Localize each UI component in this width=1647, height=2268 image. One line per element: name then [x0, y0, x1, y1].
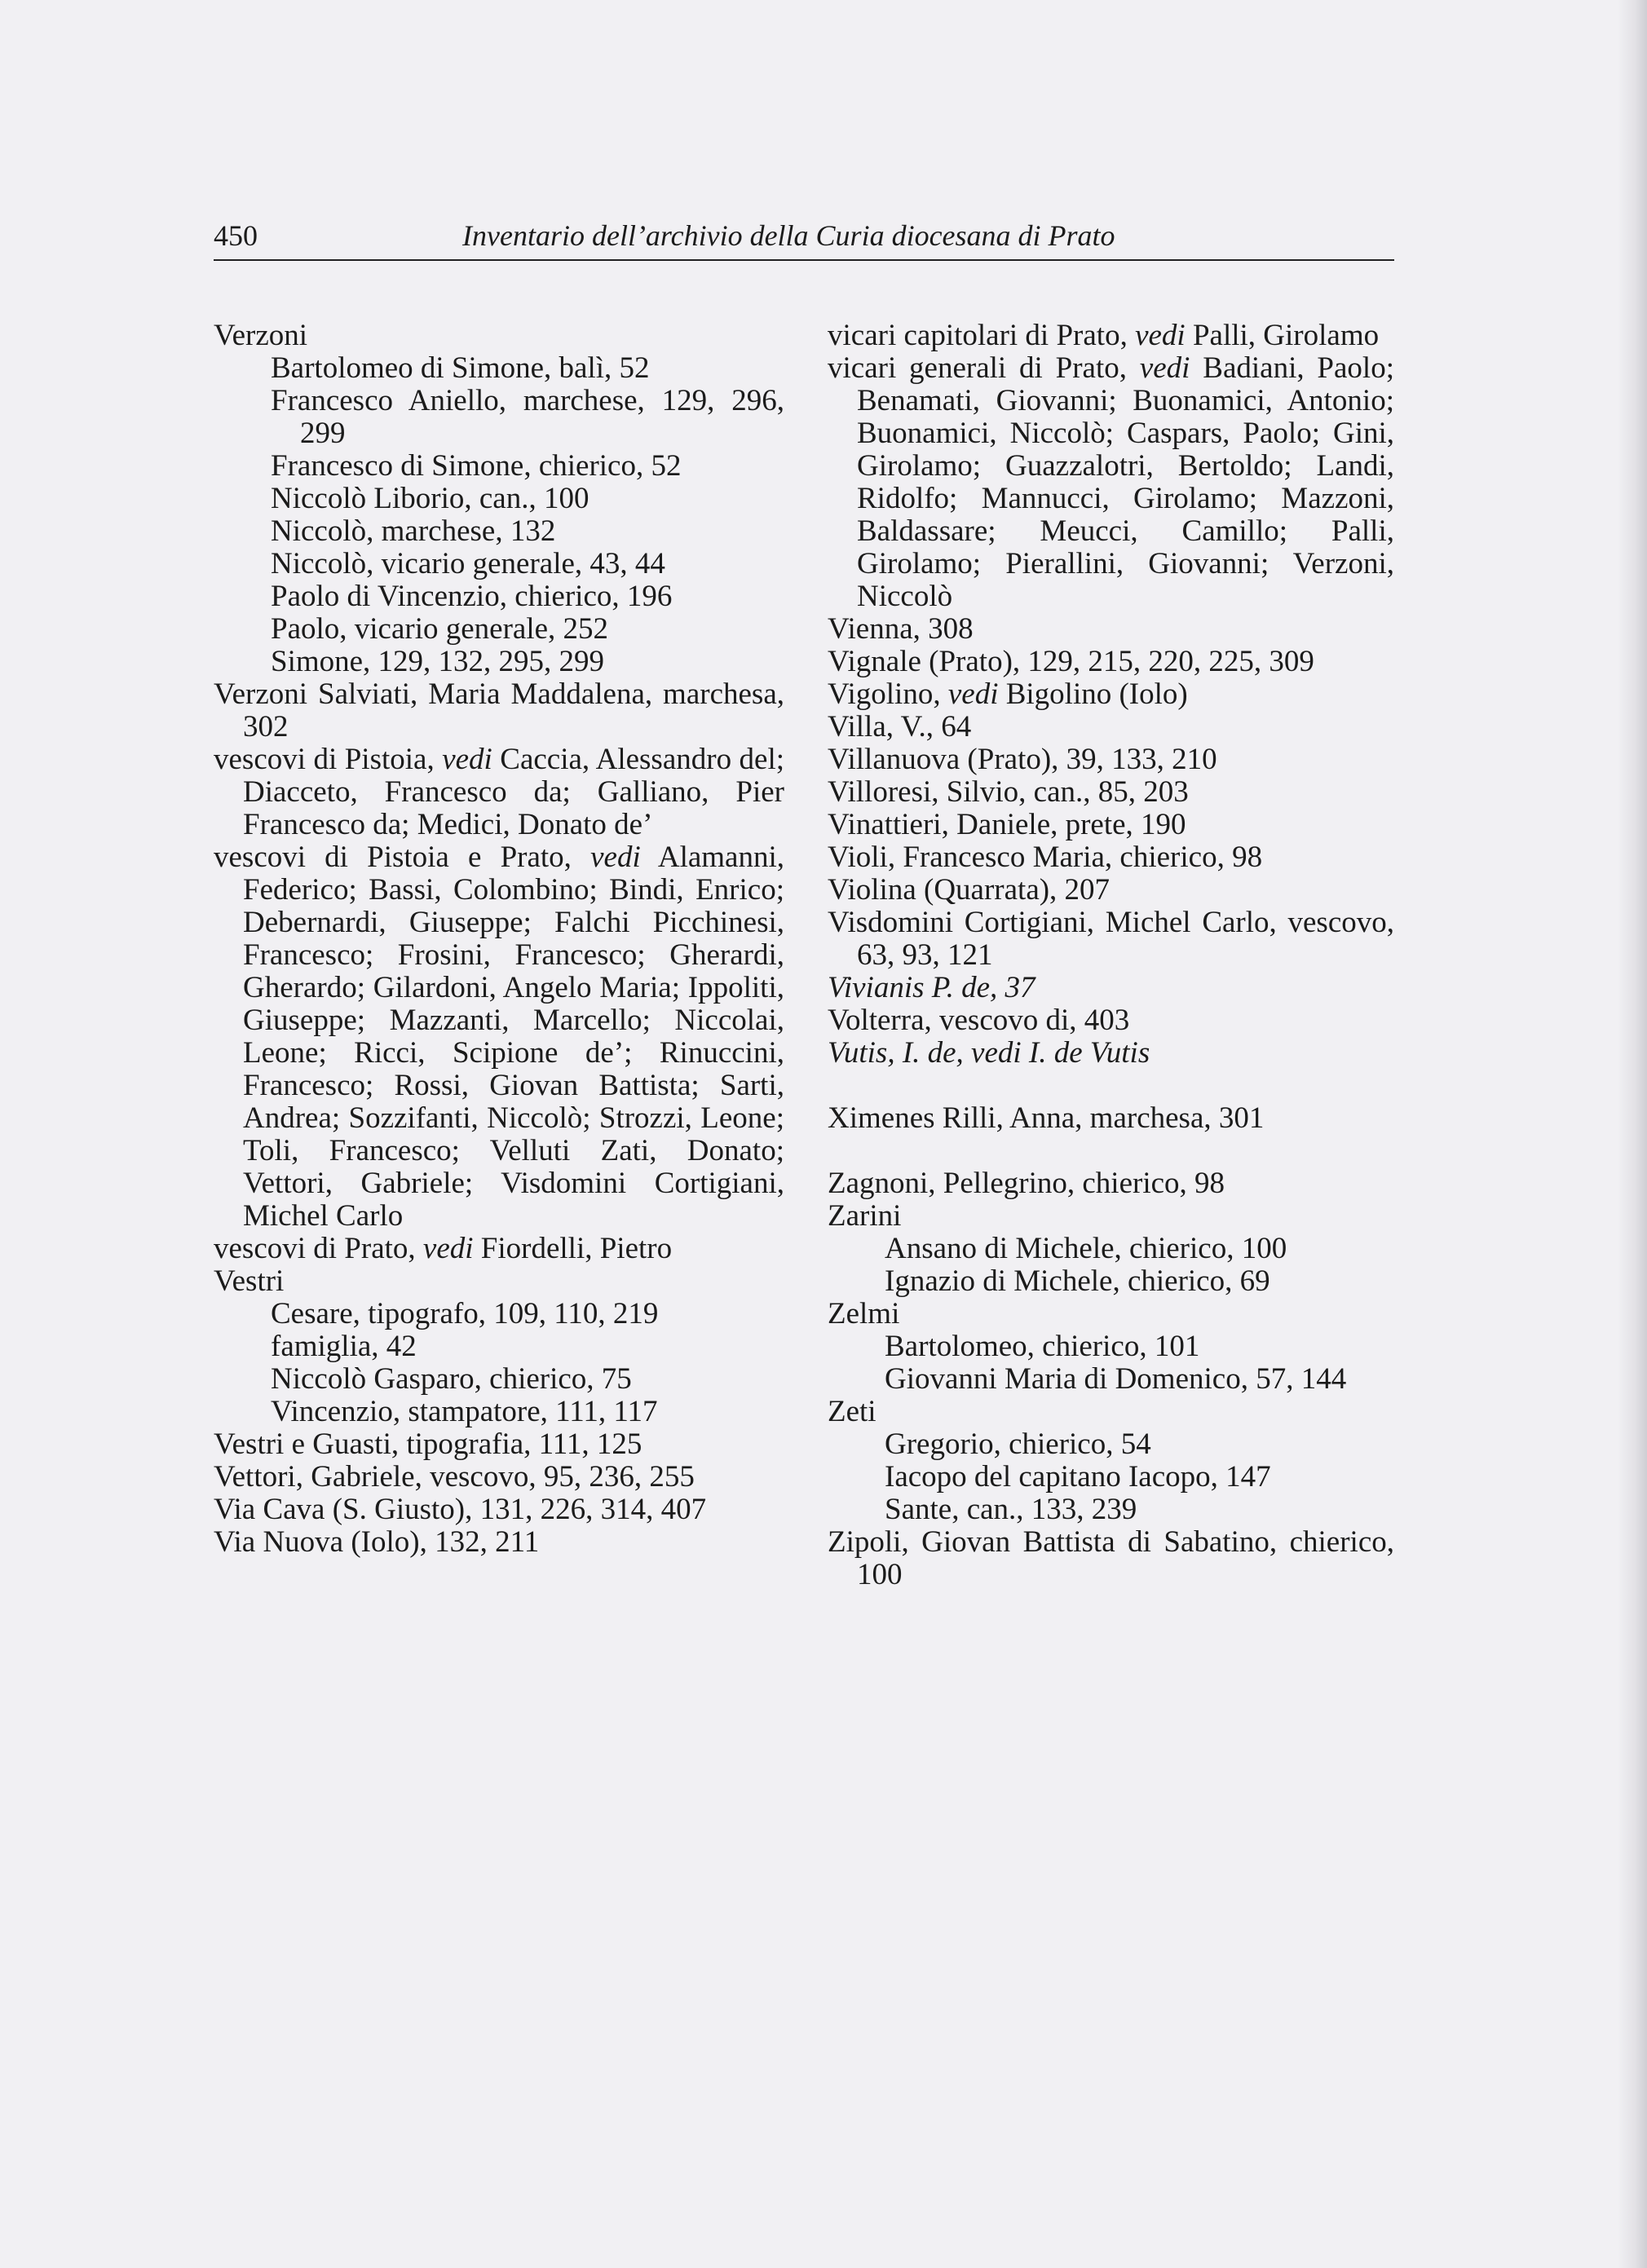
index-column-right	[828, 320, 1394, 1591]
index-subentry: Niccolò Liborio, can., 100	[271, 482, 589, 515]
entry-refs: Badiani, Paolo; Benamati, Giovanni; Buonamici, Antonio; Buonamici, Niccolò; Caspars, Paolo; Gini, Girolamo; Guazzalotri, Bertoldo; Landi, Ridolfo; Mannucci, Girolamo; Mazzoni, Baldassare; Meucci, Camillo; Palli, Girolamo; Pierallini, Giovanni; Verzoni, Niccolò	[857, 351, 1394, 613]
index-entry: Violi, Francesco Maria, chierico, 98	[828, 841, 1263, 874]
index-subentry: Niccolò, marchese, 132	[271, 514, 556, 548]
index-subentry: Paolo, vicario generale, 252	[271, 612, 609, 646]
entry-refs: Caccia, Alessandro del; Diacceto, Francesco da; Galliano, Pier Francesco da; Medici, Donato de’	[243, 743, 785, 841]
page-header	[214, 218, 1394, 261]
vedi-ref: vedi	[422, 1232, 474, 1265]
index-entry: Villa, V., 64	[828, 710, 972, 743]
index-entry: Vettori, Gabriele, vescovo, 95, 236, 255	[214, 1460, 695, 1494]
index-entry: Ximenes Rilli, Anna, marchesa, 301	[828, 1101, 1265, 1135]
index-subentry: Gregorio, chierico, 54	[885, 1427, 1151, 1461]
index-entry: Violina (Quarrata), 207	[828, 873, 1111, 907]
index-subentry: Bartolomeo di Simone, balì, 52	[271, 351, 650, 385]
index-subentry: Simone, 129, 132, 295, 299	[271, 645, 605, 678]
index-entry-vescovi-pistoia-prato	[214, 841, 784, 1233]
index-entry: Zagnoni, Pellegrino, chierico, 98	[828, 1167, 1225, 1200]
entry-head: vicari capitolari di Prato,	[828, 319, 1128, 352]
index-entry: Verzoni Salviati, Maria Maddalena, marchesa, 302	[214, 677, 784, 743]
running-title: Inventario dell’archivio della Curia diocesana di Prato	[462, 219, 1115, 252]
entry-head: Vigolino,	[828, 677, 941, 711]
index-subentry: Ansano di Michele, chierico, 100	[885, 1232, 1287, 1265]
index-subentry: Cesare, tipografo, 109, 110, 219	[271, 1297, 659, 1330]
page-number: 450	[214, 219, 258, 252]
index-entry: Villoresi, Silvio, can., 85, 203	[828, 775, 1189, 809]
index-subentry: Vincenzio, stampatore, 111, 117	[271, 1395, 658, 1428]
index-column-left	[214, 320, 784, 1559]
entry-refs: Alamanni, Federico; Bassi, Colombino; Bindi, Enrico; Debernardi, Giuseppe; Falchi Picchinesi, Francesco; Frosini, Francesco; Gherardi, Gherardo; Gilardoni, Angelo Maria; Ippoliti, Giuseppe; Mazzanti, Marcello; Niccolai, Leone; Ricci, Scipione de’; Rinuccini, Francesco; Rossi, Giovan Battista; Sarti, Andrea; Sozzifanti, Niccolò; Strozzi, Leone; Toli, Francesco; Velluti Zati, Donato; Vettori, Gabriele; Visdomini Cortigiani, Michel Carlo	[243, 841, 784, 1233]
page-edge	[1618, 0, 1647, 2268]
index-entry: Via Cava (S. Giusto), 131, 226, 314, 407	[214, 1493, 707, 1526]
index-entry: Vienna, 308	[828, 612, 974, 646]
entry-head: vescovi di Pistoia,	[214, 743, 435, 776]
index-subentry: Francesco Aniello, marchese, 129, 296, 299	[271, 384, 784, 450]
index-entry: Zipoli, Giovan Battista di Sabatino, chierico, 100	[828, 1525, 1394, 1591]
index-subentry: Niccolò Gasparo, chierico, 75	[271, 1362, 632, 1396]
index-entry: Visdomini Cortigiani, Michel Carlo, vescovo, 63, 93, 121	[828, 906, 1394, 972]
index-entry-vicari-generali	[828, 352, 1394, 613]
index-entry-head: Vestri	[214, 1264, 285, 1298]
index-entry-head: Zeti	[828, 1395, 876, 1428]
index-subentry: Iacopo del capitano Iacopo, 147	[885, 1460, 1271, 1494]
index-entry: Vestri e Guasti, tipografia, 111, 125	[214, 1427, 642, 1461]
index-entry: Vutis, I. de, vedi I. de Vutis	[828, 1036, 1150, 1070]
index-entry-head: Verzoni	[214, 319, 308, 352]
index-subentry: Paolo di Vincenzio, chierico, 196	[271, 580, 673, 613]
section-gap	[828, 1135, 1394, 1167]
entry-head: vescovi di Pistoia e Prato,	[214, 841, 572, 874]
entry-head: vicari generali di Prato,	[828, 351, 1127, 385]
section-gap	[828, 1070, 1394, 1102]
vedi-ref: vedi	[590, 841, 641, 874]
vedi-ref: vedi	[442, 743, 492, 776]
index-subentry: Francesco di Simone, chierico, 52	[271, 449, 682, 483]
vedi-ref: vedi	[1139, 351, 1190, 385]
index-entry: Vignale (Prato), 129, 215, 220, 225, 309	[828, 645, 1314, 678]
index-entry-vescovi-prato	[214, 1233, 784, 1265]
index-entry-head: Zelmi	[828, 1297, 900, 1330]
index-subentry: Niccolò, vicario generale, 43, 44	[271, 547, 665, 580]
vedi-ref: vedi	[947, 677, 999, 711]
index-entry: Vinattieri, Daniele, prete, 190	[828, 808, 1186, 841]
index-subentry: Sante, can., 133, 239	[885, 1493, 1137, 1526]
index-entry: Volterra, vescovo di, 403	[828, 1004, 1130, 1037]
index-subentry: famiglia, 42	[271, 1330, 417, 1363]
index-entry: Villanuova (Prato), 39, 133, 210	[828, 743, 1217, 776]
index-subentry: Bartolomeo, chierico, 101	[885, 1330, 1200, 1363]
index-subentry: Giovanni Maria di Domenico, 57, 144	[885, 1362, 1347, 1396]
index-entry-vigolino	[828, 678, 1394, 711]
index-entry: Via Nuova (Iolo), 132, 211	[214, 1525, 540, 1559]
entry-refs: Fiordelli, Pietro	[480, 1232, 673, 1265]
entry-refs: Bigolino (Iolo)	[1005, 677, 1188, 711]
index-subentry: Ignazio di Michele, chierico, 69	[885, 1264, 1270, 1298]
index-entry-vicari-capitolari	[828, 320, 1394, 352]
entry-refs: Palli, Girolamo	[1192, 319, 1380, 352]
index-entry: Vivianis P. de, 37	[828, 971, 1035, 1004]
index-entry-head: Zarini	[828, 1199, 902, 1233]
index-entry-vescovi-pistoia	[214, 743, 784, 841]
vedi-ref: vedi	[1135, 319, 1186, 352]
entry-head: vescovi di Prato,	[214, 1232, 416, 1265]
